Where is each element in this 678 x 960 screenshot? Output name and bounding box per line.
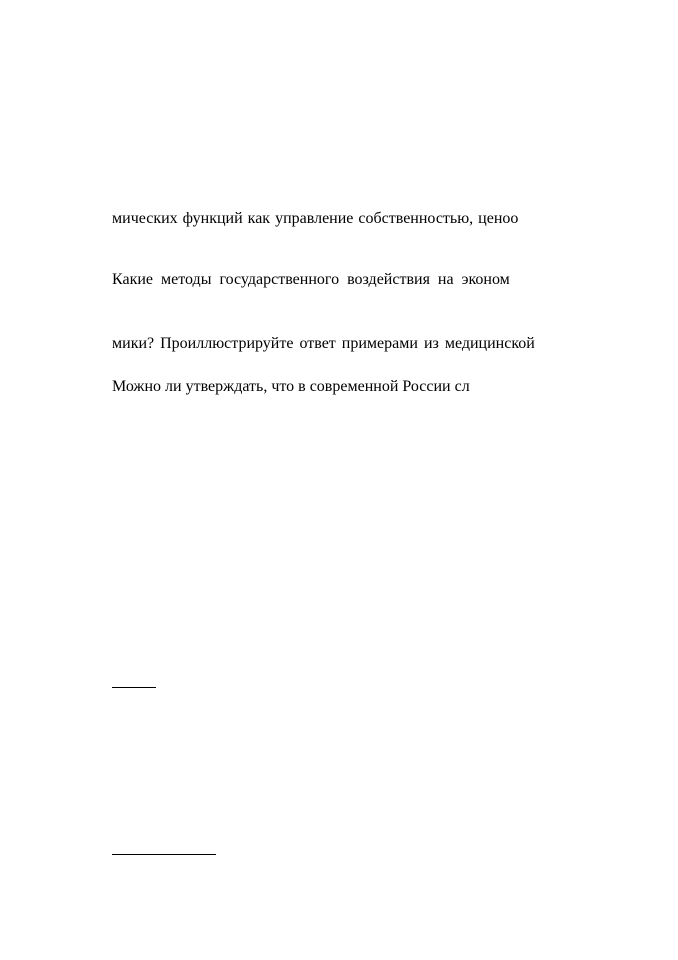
- text-line-1: мических функций как управление собственностью, ценоо: [112, 210, 519, 227]
- text-line-4: Можно ли утверждать, что в современной России сл: [112, 378, 470, 395]
- footnote-separator-long: [112, 854, 216, 855]
- text-line-2: Какие методы государственного воздействия на эконом: [112, 271, 510, 288]
- text-line-3: мики? Проиллюстрируйте ответ примерами из медицинской: [112, 335, 535, 352]
- footnote-separator-short: [112, 687, 156, 688]
